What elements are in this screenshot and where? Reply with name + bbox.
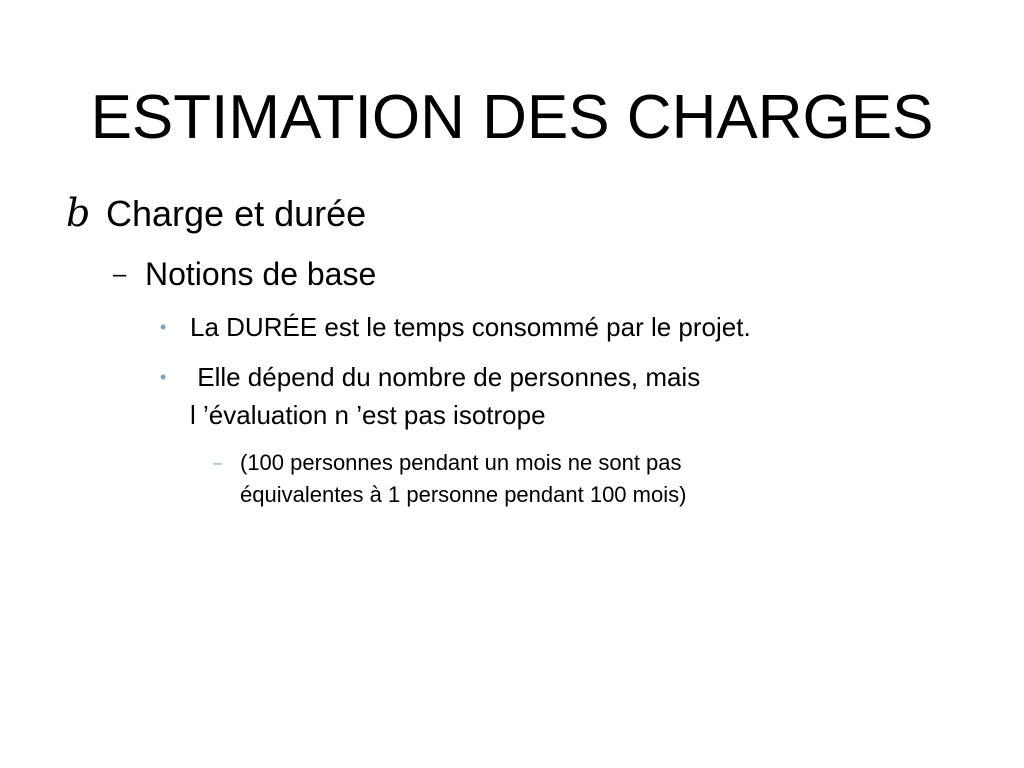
slide-title: ESTIMATION DES CHARGES — [90, 83, 934, 152]
bullet-level1-charge-et-duree — [66, 190, 366, 237]
level3-dot-icon: • — [160, 317, 167, 337]
level3-text: La DURÉE est le temps consommé par le projet. — [190, 312, 751, 342]
level3-dot-icon: • — [160, 367, 167, 387]
bullet-level3-duree-definition — [160, 308, 751, 346]
level3-text-line2: l ’évaluation n ’est pas isotrope — [190, 400, 546, 430]
bullet-level4-example — [213, 446, 682, 481]
level4-text-line2: équivalentes à 1 personne pendant 100 mois) — [240, 482, 687, 507]
level1-text: Charge et durée — [106, 193, 367, 234]
level4-dash-icon: – — [213, 455, 222, 472]
bullet-level2-notions-de-base — [113, 254, 376, 295]
level2-dash-icon: – — [113, 261, 127, 288]
level3-text-line1: Elle dépend du nombre de personnes, mais — [190, 362, 701, 392]
level4-text-line1: (100 personnes pendant un mois ne sont pas — [240, 450, 682, 475]
bullet-level3-depend-nombre-personnes — [160, 358, 700, 396]
level2-text: Notions de base — [145, 256, 377, 292]
level1-bullet-icon: b — [66, 191, 91, 235]
